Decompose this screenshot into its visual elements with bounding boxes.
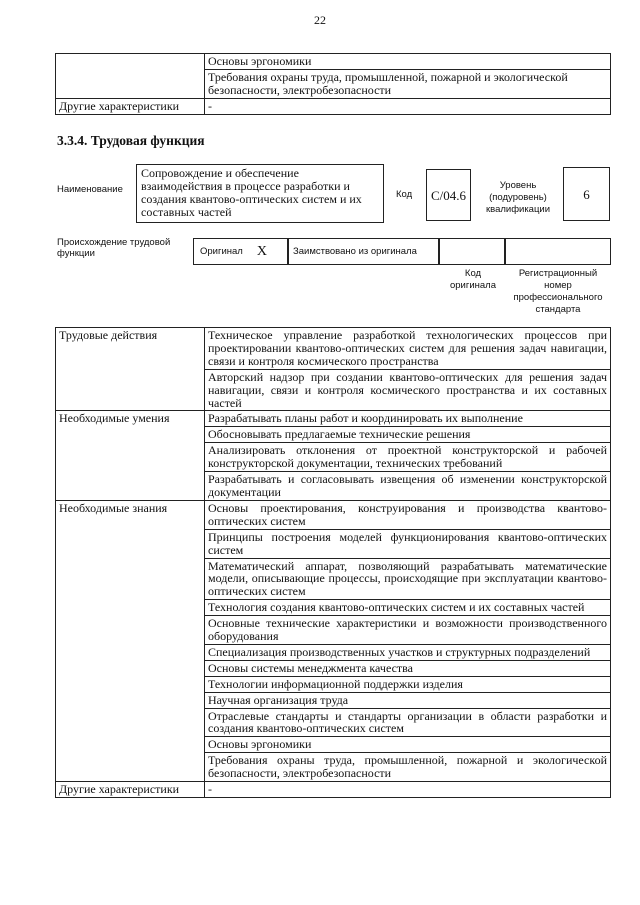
item-text: Требования охраны труда, промышленной, пожарной и экологической безопасности, электробезопасности [205, 753, 611, 782]
item-text: Принципы построения моделей функционирования квантово-оптических систем [205, 529, 611, 558]
item-text: Обосновывать предлагаемые технические решения [205, 427, 611, 443]
original-code-cell [439, 238, 505, 265]
item-text: Технологии информационной поддержки изделия [205, 676, 611, 692]
code-value-box: C/04.6 [426, 169, 471, 221]
function-name-box: Сопровождение и обеспечение взаимодействия в процессе разработки и создания квантово-оптических систем и их составных частей [136, 164, 384, 223]
section-label: Трудовые действия [56, 328, 205, 411]
item-text: Разрабатывать планы работ и координировать их выполнение [205, 411, 611, 427]
item-text: Отраслевые стандарты и стандарты организации в области разработки и создания квантово-оптических систем [205, 708, 611, 737]
item-text: Научная организация труда [205, 692, 611, 708]
borrowed-label: Заимствовано из оригинала [293, 246, 417, 257]
row-label: Другие характеристики [56, 99, 205, 115]
table-row [56, 782, 611, 798]
original-label: Оригинал [200, 246, 243, 257]
section-title: 3.3.4. Трудовая функция [57, 133, 205, 148]
item-text: Специализация производственных участков и структурных подразделений [205, 644, 611, 660]
item-text: Основы эргономики [205, 737, 611, 753]
item-text: Техническое управление разработкой технологических процессов при проектировании квантово-оптических систем для решения задач навигации, связи и контроля космического пространства [205, 328, 611, 370]
row-label [56, 54, 205, 99]
item-text: Анализировать отклонения от проектной конструкторской и рабочей конструкторской документации, технических требований [205, 443, 611, 472]
table-row [56, 500, 611, 529]
origin-label: Происхождение трудовой функции [57, 237, 171, 259]
function-table [55, 327, 611, 798]
row-value: Основы эргономики [205, 54, 611, 70]
item-text: Разрабатывать и согласовывать извещения об изменении конструкторской документации [205, 472, 611, 501]
level-label: Уровень (подуровень) квалификации [485, 180, 551, 215]
borrowed-cell [288, 238, 439, 265]
page-number: 22 [314, 13, 326, 27]
origin-row [193, 238, 611, 265]
table-row [56, 328, 611, 370]
original-mark: X [256, 243, 267, 259]
row-value: Требования охраны труда, промышленной, пожарной и экологической безопасности, электробезопасности [205, 70, 611, 99]
item-text: Технология создания квантово-оптических систем и их составных частей [205, 600, 611, 616]
name-label: Наименование [57, 184, 123, 195]
table-row [56, 411, 611, 427]
item-text: Основные технические характеристики и возможности производственного оборудования [205, 616, 611, 645]
item-text: Математический аппарат, позволяющий разрабатывать математические модели, описывающие процессы, происходящие при эксплуатации квантово-оптических систем [205, 558, 611, 600]
original-cell [193, 238, 288, 265]
item-text: - [205, 782, 611, 798]
row-value: - [205, 99, 611, 115]
table-row [56, 54, 611, 70]
table-row [56, 99, 611, 115]
item-text: Основы системы менеджмента качества [205, 660, 611, 676]
section-label: Необходимые умения [56, 411, 205, 500]
reg-number-label: Регистрационный номер профессионального стандарта [513, 268, 603, 315]
item-text: Основы проектирования, конструирования и производства квантово-оптических систем [205, 500, 611, 529]
section-label: Другие характеристики [56, 782, 205, 798]
reg-number-cell [505, 238, 611, 265]
code-label: Код [396, 189, 413, 200]
level-value-box: 6 [563, 167, 610, 221]
top-continuation-table [55, 53, 611, 115]
item-text: Авторский надзор при создании квантово-оптических для решения задач навигации, связи и контроля космического пространства и их составных частей [205, 369, 611, 411]
section-label: Необходимые знания [56, 500, 205, 781]
code-original-label: Код оригинала [449, 268, 496, 291]
